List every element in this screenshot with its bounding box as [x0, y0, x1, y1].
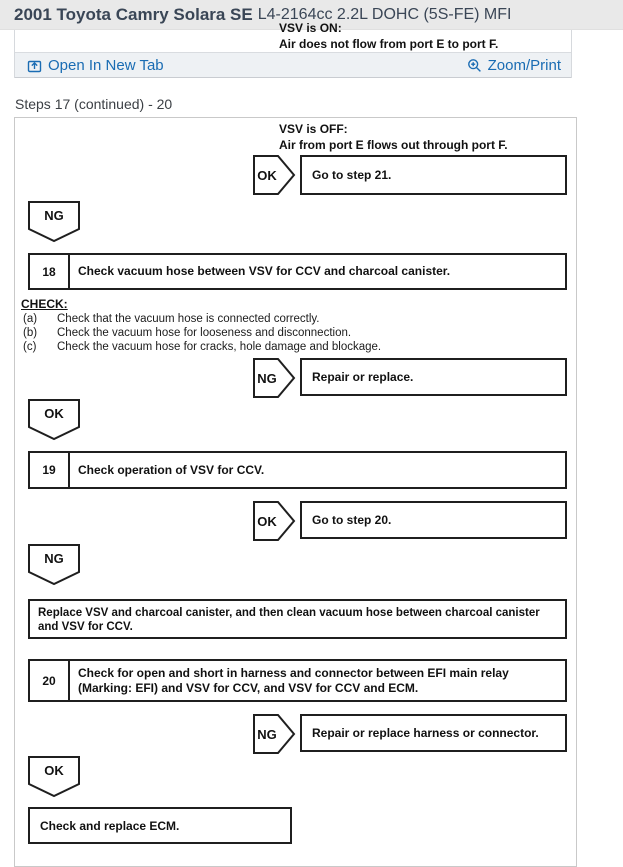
check-item-label: (a)	[23, 313, 38, 325]
check-item-text: Check the vacuum hose for looseness and disconnection.	[57, 327, 352, 339]
result-box-repair	[300, 358, 567, 396]
check-heading: CHECK:	[21, 297, 68, 311]
open-in-new-tab-icon	[27, 58, 42, 73]
ng-flag-label: NG	[44, 551, 64, 566]
ng-flag-label: NG	[44, 208, 64, 223]
step-18-box	[28, 253, 567, 290]
note-line-2: Air from port E flows out through port F.	[279, 138, 508, 152]
check-item-a	[23, 313, 320, 325]
ok-flag-label: OK	[44, 763, 64, 778]
result-text: Repair or replace.	[312, 370, 414, 384]
step-19-box	[28, 451, 567, 489]
check-item-text: Check the vacuum hose for cracks, hole damage and blockage.	[57, 341, 382, 353]
preview-toolbar	[15, 52, 571, 78]
ok-connector-step20	[253, 501, 296, 541]
engine-spec: L4-2164cc 2.2L DOHC (5S-FE) MFI	[257, 5, 512, 23]
preview-visible-line: Air does not flow from port E to port F.	[279, 37, 499, 51]
result-box-go-step21	[300, 155, 567, 195]
ng-connector-repair	[253, 358, 296, 398]
step-number: 19	[30, 453, 70, 487]
check-item-label: (c)	[23, 341, 37, 353]
ecm-text: Check and replace ECM.	[40, 818, 180, 833]
flowchart-panel	[14, 117, 577, 867]
check-item-text: Check that the vacuum hose is connected correctly.	[57, 313, 320, 325]
zoom-print-label: Zoom/Print	[487, 56, 561, 74]
result-text: Repair or replace harness or connector.	[312, 726, 539, 740]
check-item-b	[23, 327, 351, 339]
step-title: Check for open and short in harness and connector between EFI main relay (Marking: EFI) and VSV for CCV, and VSV for CCV and ECM.	[78, 665, 509, 695]
page-title: 2001 Toyota Camry Solara SE	[14, 4, 253, 24]
step-title: Check operation of VSV for CCV.	[78, 462, 265, 477]
step-number: 20	[30, 661, 70, 700]
replace-vsv-box	[28, 599, 567, 639]
zoom-print-link[interactable]	[467, 57, 561, 74]
ok-flag-2	[28, 756, 81, 798]
check-item-label: (b)	[23, 327, 38, 339]
ok-connector-step21	[253, 155, 296, 195]
ng-connector-label: NG	[257, 371, 277, 386]
result-box-harness	[300, 714, 567, 752]
section-heading: Steps 17 (continued) - 20	[15, 96, 173, 112]
preview-viewport	[15, 21, 571, 52]
open-in-new-tab-link[interactable]	[27, 57, 164, 74]
open-in-new-tab-label: Open In New Tab	[48, 56, 164, 74]
step-title: Check vacuum hose between VSV for CCV and charcoal canister.	[78, 264, 451, 278]
replace-vsv-text: Replace VSV and charcoal canister, and then clean vacuum hose between charcoal canister and VSV for CCV.	[38, 607, 540, 633]
step-number: 18	[30, 255, 70, 288]
preview-widget	[14, 21, 572, 78]
ng-connector-label: NG	[257, 727, 277, 742]
ok-flag-1	[28, 399, 81, 441]
step-20-box	[28, 659, 567, 702]
result-box-go-step20	[300, 501, 567, 539]
ng-flag-1	[28, 201, 81, 243]
ok-flag-label: OK	[44, 406, 64, 421]
result-text: Go to step 21.	[312, 168, 392, 182]
vsv-off-note	[279, 121, 508, 153]
ecm-box	[28, 807, 292, 844]
magnifier-plus-icon	[467, 58, 482, 73]
check-item-c	[23, 341, 381, 353]
ng-flag-2	[28, 544, 81, 586]
ng-connector-harness	[253, 714, 296, 754]
ok-connector-label: OK	[257, 168, 277, 183]
result-text: Go to step 20.	[312, 513, 392, 527]
note-line-1: VSV is OFF:	[279, 122, 348, 136]
preview-clipped-line: VSV is ON:	[279, 21, 342, 35]
ok-connector-label: OK	[257, 514, 277, 529]
